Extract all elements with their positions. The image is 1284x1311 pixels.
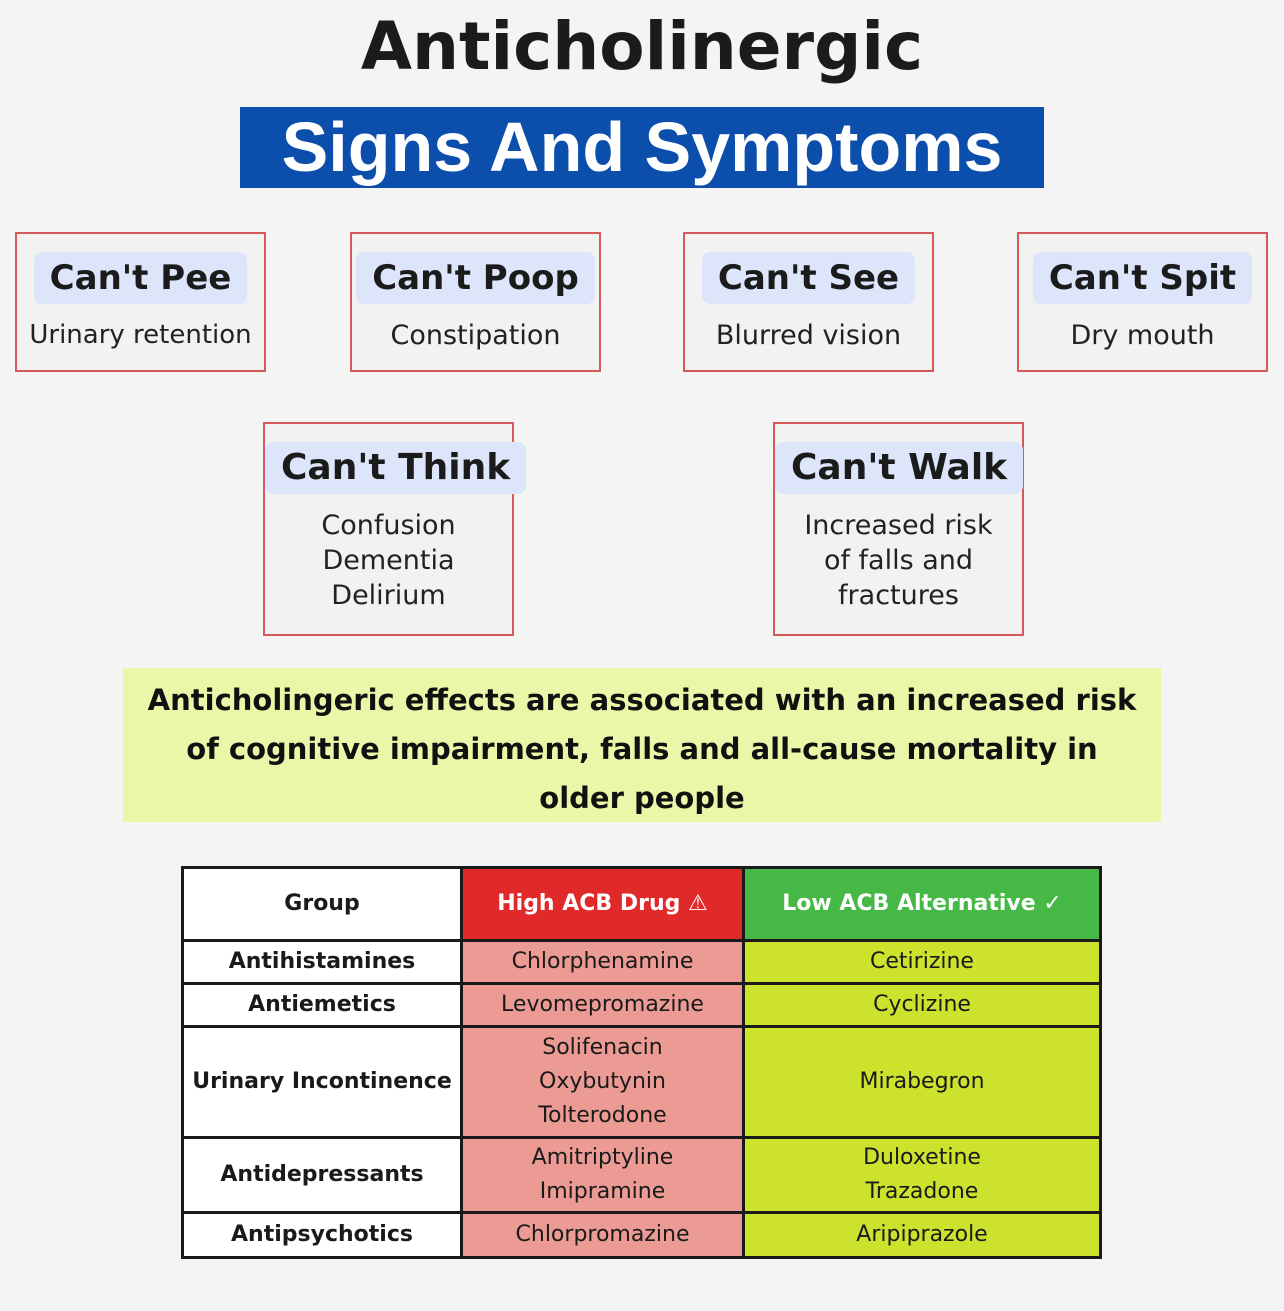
drug-name: Chlorpromazine: [515, 1222, 690, 1247]
symptom-card-heading: Can't Poop: [356, 252, 595, 304]
drug-name: Imipramine: [539, 1179, 666, 1204]
cell-group: Antidepressants: [183, 1138, 462, 1213]
drug-name: Cyclizine: [873, 992, 971, 1017]
table-header-row: [183, 868, 1101, 941]
cell-low-acb-alternative: [744, 1027, 1101, 1138]
symptom-card-spit: [1017, 232, 1268, 372]
cell-low-acb-alternative: [744, 941, 1101, 984]
symptom-card-description: Urinary retention: [29, 320, 252, 350]
cell-high-acb-drug: [462, 1138, 744, 1213]
cell-group: Antiemetics: [183, 984, 462, 1027]
symptom-card-heading: Can't See: [702, 252, 915, 304]
drug-name: Cetirizine: [870, 949, 974, 974]
symptom-card-pee: [15, 232, 266, 372]
header-high-acb: High ACB Drug ⚠: [462, 868, 744, 941]
page-subtitle-banner: Signs And Symptoms: [240, 107, 1044, 188]
table-row: [183, 1138, 1101, 1213]
symptom-card-see: [683, 232, 934, 372]
cell-low-acb-alternative: [744, 984, 1101, 1027]
cell-low-acb-alternative: [744, 1138, 1101, 1213]
page-title: Anticholinergic: [360, 8, 924, 85]
symptom-card-description: Blurred vision: [715, 320, 902, 351]
cell-high-acb-drug: [462, 1027, 744, 1138]
drug-name: Chlorphenamine: [511, 949, 694, 974]
drug-name: Levomepromazine: [501, 992, 704, 1017]
symptom-card-description: Dry mouth: [1070, 320, 1215, 351]
symptom-card-heading: Can't Pee: [34, 252, 248, 304]
cell-low-acb-alternative: [744, 1213, 1101, 1258]
acb-drug-table: [181, 866, 1102, 1259]
cell-group: Antihistamines: [183, 941, 462, 984]
symptom-card-think: [263, 422, 514, 636]
cell-high-acb-drug: [462, 1213, 744, 1258]
symptom-card-poop: [350, 232, 601, 372]
symptom-card-heading: Can't Spit: [1033, 252, 1252, 304]
table-row: [183, 941, 1101, 984]
symptom-card-heading: Can't Think: [265, 442, 526, 494]
risk-note: Anticholingeric effects are associated with an increased risk of cognitive impairment, falls and all-cause mortality in older people: [123, 668, 1161, 822]
cell-high-acb-drug: [462, 984, 744, 1027]
symptom-card-description: Confusion Dementia Delirium: [321, 510, 456, 611]
table-row: [183, 1213, 1101, 1258]
drug-name: Aripiprazole: [856, 1222, 988, 1247]
header-low-acb: Low ACB Alternative ✓: [744, 868, 1101, 941]
symptom-card-heading: Can't Walk: [775, 442, 1023, 494]
cell-group: Urinary Incontinence: [183, 1027, 462, 1138]
drug-name: Amitriptyline: [531, 1145, 674, 1170]
cell-group: Antipsychotics: [183, 1213, 462, 1258]
drug-name: Mirabegron: [859, 1069, 985, 1094]
symptom-card-description: Increased risk of falls and fractures: [804, 510, 993, 611]
drug-name: Solifenacin: [542, 1035, 663, 1060]
cell-high-acb-drug: [462, 941, 744, 984]
table-row: [183, 1027, 1101, 1138]
table-row: [183, 984, 1101, 1027]
drug-name: Tolterodone: [538, 1103, 667, 1128]
drug-name: Trazadone: [865, 1179, 979, 1204]
drug-name: Oxybutynin: [539, 1069, 666, 1094]
header-group: Group: [183, 868, 462, 941]
drug-name: Duloxetine: [863, 1145, 981, 1170]
symptom-card-walk: [773, 422, 1024, 636]
symptom-card-description: Constipation: [390, 320, 561, 351]
